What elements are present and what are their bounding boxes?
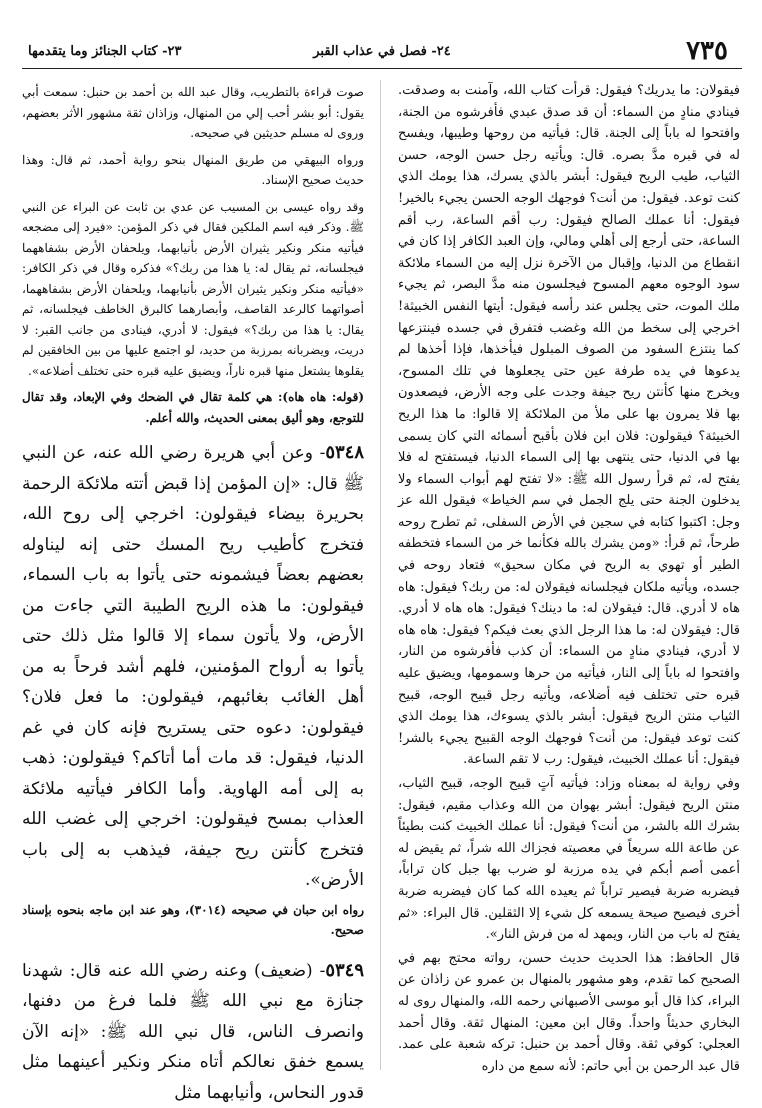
hadith-number: ٥٣٤٨	[325, 442, 364, 463]
right-column	[398, 80, 740, 1070]
hadith-source: رواه ابن حبان في صحيحه (٣٠١٤)، وهو عند ابن ماجه بنحوه بإسناد صحيح.	[22, 900, 364, 940]
paragraph: وقد رواه عيسى بن المسيب عن عدي بن ثابت عن البراء عن النبي ﷺ. وذكر فيه اسم الملكين فقال في ذكر المؤمن: «فيرد إلى مضجعه فيأتيه منكر ونكير يثيران الأرض بأنيابهما، ويلحفان الأرض بشفاههما فيجلسانه، ثم يقال له: يا هذا من ربك؟» فذكره وقال في ذكر الكافر: «فيأتيه منكر ونكير يثيران الأرض بأنيابهما، ويلحفان الأرض بشفاههما، أصواتهما كالرعد القاصف، وأبصارهما كالبرق الخاطف فيجلسانه، ثم يقال: يا هذا من ربك؟» فيقول: لا أدري، فينادى من جانب القبر: لا دريت، ويضربانه بمرزبة من حديد، لو اجتمع عليها من بين الخافقين لم يقلوها يشتعل منها قبره ناراً، ويضيق عليه قبره حتى تختلف أضلاعه».	[22, 197, 364, 382]
hafiz-note: قال الحافظ: هذا الحديث حديث حسن، رواته محتج بهم في الصحيح كما تقدم، وهو مشهور بالمنهال بن عمرو عن زاذان عن البراء، كذا قال أبو موسى الأصبهاني رحمه الله، والمنهال روى له البخاري حديثاً واحداً. وقال ابن معين: المنهال ثقة. وقال أحمد العجلي: كوفي ثقة. وقال أحمد بن حنبل: تركه شعبة على عمد. قال عبد الرحمن بن أبي حاتم: لأنه سمع من داره	[398, 948, 740, 1078]
paragraph: ورواه البيهقي من طريق المنهال بنحو رواية أحمد، ثم قال: وهذا حديث صحيح الإسناد.	[22, 150, 364, 191]
hadith-text: - (ضعيف) وعنه رضي الله عنه قال: شهدنا جنازة مع نبي الله ﷺ فلما فرغ من دفنها، وانصرف الناس، قال نبي الله ﷺ: «إنه الآن يسمع خفق نعالكم أتاه منكر ونكير أعينهما مثل قدور النحاس، وأنيابهما مثل	[22, 961, 364, 1103]
running-header	[22, 40, 742, 69]
paragraph: صوت قراءة بالتطريب، وقال عبد الله بن أحمد بن حنبل: سمعت أبي يقول: أبو بشر أحب إلي من المنهال، وزاذان ثقة مشهور الأثر بعضهم، وروى له مسلم حديثين في صحيحه.	[22, 82, 364, 144]
hadith-text: - وعن أبي هريرة رضي الله عنه، عن النبي ﷺ قال: «إن المؤمن إذا قبض أتته ملائكة الرحمة بحريرة بيضاء فيقولون: اخرجي إلى روح الله، فتخرج كأطيب ريح المسك حتى إنه ليناوله بعضهم بعضاً فيشمونه حتى يأتوا به باب السماء، فيقولون: ما هذه الريح الطيبة التي جاءت من الأرض، ولا يأتون سماء إلا قالوا مثل ذلك حتى يأتوا به أرواح المؤمنين، فلهم أشد فرحاً به من أهل الغائب بغائبهم، فيقولون: ما فعل فلان؟ فيقولون: دعوه حتى يستريح فإنه كان في غم الدنيا، فيقول: قد مات أما أتاكم؟ فيقولون: ذهب به إلى أمه الهاوية. وأما الكافر فيأتيه ملائكة العذاب بمسح فيقولون: اخرجي إلى غضب الله فتخرج كأنتن ريح جيفة، فيذهب به إلى باب الأرض».	[22, 443, 364, 890]
book-title: ٢٣- كتاب الجنائز وما يتقدمها	[28, 44, 181, 59]
page-number: ٧٣٥	[686, 36, 728, 66]
paragraph: وفي رواية له بمعناه وزاد: فيأتيه آتٍ قبيح الوجه، قبيح الثياب، منتن الريح فيقول: أبشر بهوان من الله وعذاب مقيم، فيقول: بشرك الله بالشر، من أنت؟ فيقول: أنا عملك الخبيث كنت بطيئاً عن طاعة الله سريعاً في معصيته فجزاك الله شراً، ثم يقيض له أعمى أصم أبكم في يده مرزبة لو ضرب بها جبل كان تراباً، فيضربه ضربة فيصير تراباً ثم يعيده الله كما كان فيضربه ضربة أخرى فيصيح صيحة يسمعه كل شيء إلا الثقلين. قال البراء: «ثم يفتح له باب من النار، ويمهد له من فرش النار».	[398, 773, 740, 946]
hadith-number: ٥٣٤٩	[325, 960, 364, 981]
paragraph: فيقولان: ما يدريك؟ فيقول: قرأت كتاب الله، وآمنت به وصدقت. فينادي منادٍ من السماء: أن قد صدق عبدي فأفرشوه من الجنة، وافتحوا له باباً إلى الجنة. قال: فيأتيه من روحها وطيبها، ويفسح له في قبره مدَّ بصره. قال: ويأتيه رجل حسن الوجه، حسن الثياب، طيب الريح فيقول: أبشر بالذي يسرك، هذا يومك الذي كنت توعد. فيقول: من أنت؟ فوجهك الوجه الحسن يجيء بالخير! فيقول: أنا عملك الصالح فيقول: رب أقم الساعة، رب أقم الساعة، حتى أرجع إلى أهلي ومالي، وإن العبد الكافر إذا كان في انقطاع من الدنيا، وإقبال من الآخرة نزل إليه من السماء ملائكة سود الوجوه معهم المسوح فيجلسون منه مدَّ البصر، ثم يجيء ملك الموت، حتى يجلس عند رأسه فيقول: أيتها النفس الخبيثة! اخرجي إلى سخط من الله وغضب فتفرق في جسده فينتزعها كما ينتزع السفود من الصوف المبلول فيأخذها، فإذا أخذها لم يدعوها في يده طرفة عين حتى يجعلوها في تلك المسوح، ويخرج منها كأنتن ريح جيفة وجدت على وجه الأرض، فيصعدون بها فلا يمرون بها على ملأ من الملائكة إلا قالوا: ما هذا الريح الخبيثة؟ فيقولون: فلان ابن فلان بأقبح أسمائه التي كان يسمى بها في الدنيا، حتى ينتهى بها إلى السماء الدنيا، فيستفتح له فلا يفتح له، ثم قرأ رسول الله ﷺ: «لا تفتح لهم أبواب السماء ولا يدخلون الجنة حتى يلج الجمل في سم الخياط» فيقول الله عز وجل: اكتبوا كتابه في سجين في الأرض السفلى، ثم تطرح روحه طرحاً، ثم قرأ: «ومن يشرك بالله فكأنما خر من السماء فتخطفه الطير أو تهوي به الريح في مكان سحيق» فتعاد روحه في جسده، ويأتيه ملكان فيجلسانه فيقولان له: من ربك؟ فيقول: هاه هاه لا أدري. قال: فيقولان له: ما دينك؟ فيقول: هاه هاه لا أدري. قال: فيقولان له: ما هذا الرجل الذي بعث فيكم؟ فيقول: هاه هاه لا أدري، فينادي منادٍ من السماء: أن كذب فأفرشوه من النار، وافتحوا له باباً إلى النار، فيأتيه من حرها وسمومها، ويضيق عليه قبره حتى تختلف فيه أضلاعه، ويأتيه رجل قبيح الوجه، قبيح الثياب منتن الريح فيقول: أبشر بالذي يسوءك، هذا يومك الذي كنت توعد فيقول: من أنت؟ فوجهك الوجه القبيح يجيء بالشر! فيقول: أنا عملك الخبيث، فيقول: رب لا تقم الساعة.	[398, 80, 740, 771]
chapter-title: ٢٤- فصل في عذاب القبر	[22, 44, 742, 59]
left-column	[22, 80, 364, 1070]
column-divider	[380, 80, 381, 1070]
hadith-5348	[22, 438, 364, 896]
glossary-note: (قوله: هاه هاه): هي كلمة تقال في الضحك وفي الإبعاد، وقد تقال للتوجع، وهو أليق بمعنى الحديث، والله أعلم.	[22, 387, 364, 428]
hadith-5349	[22, 956, 364, 1108]
